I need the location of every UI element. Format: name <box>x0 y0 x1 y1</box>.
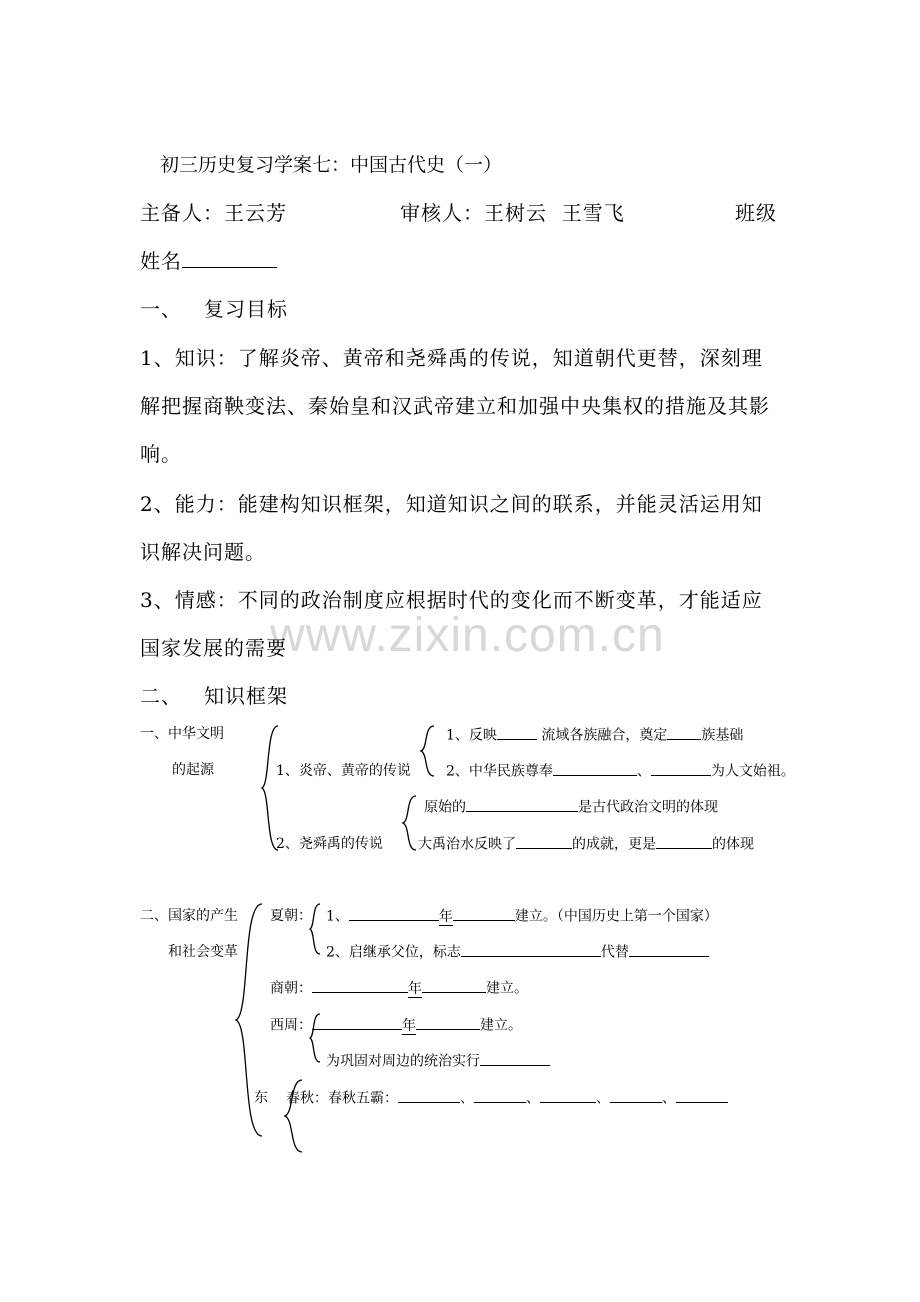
goal-knowledge-line2: 解把握商鞅变法、秦始皇和汉武帝建立和加强中央集权的措施及其影 <box>140 394 770 418</box>
legend2-item1-b: 是古代政治文明的体现 <box>578 799 718 816</box>
legend2-item2-a: 大禹治水反映了 <box>418 836 516 853</box>
blank[interactable] <box>416 1014 480 1030</box>
blank[interactable] <box>398 1087 460 1103</box>
legend-yandi-huangdi: 1、炎帝、黄帝的传说 <box>276 763 411 779</box>
legend1-item2-b: 、 <box>636 763 651 780</box>
dong-label: 东 <box>254 1090 268 1106</box>
legend1-item2-c: 为人文始祖。 <box>710 763 795 780</box>
zhou-item2 <box>326 1050 550 1071</box>
blank[interactable] <box>610 1087 662 1103</box>
xia-item2-b: 代替 <box>600 944 629 961</box>
goal-knowledge-line1: 1、知识：了解炎帝、黄帝和尧舜禹的传说，知道朝代更替，深刻理 <box>140 346 763 370</box>
blank[interactable] <box>453 905 515 921</box>
blank[interactable] <box>676 1087 728 1103</box>
legend1-item1-a: 1、反映 <box>446 727 497 744</box>
reviewer-line <box>400 197 625 226</box>
author-line <box>140 197 287 226</box>
reviewer-names: 王树云 王雪飞 <box>484 201 625 225</box>
xia-brace <box>308 902 322 956</box>
shang-label: 商朝： <box>270 980 312 997</box>
class-label: 班级 <box>735 201 777 225</box>
frame2-title-line1: 二、国家的产生 <box>140 908 238 924</box>
name-line <box>140 245 277 274</box>
section1-heading: 复习目标 <box>204 297 288 321</box>
section2-heading: 知识框架 <box>204 684 288 708</box>
shang-line <box>270 977 528 998</box>
xia-item1-a: 1、 <box>326 908 349 925</box>
section1-no: 一、 <box>140 297 182 321</box>
zhou-item2-text: 为巩固对周边的统治实行 <box>326 1053 480 1070</box>
blank[interactable] <box>651 760 711 776</box>
goal-knowledge-line3: 响。 <box>140 442 182 466</box>
xia-item2-a: 2、启继承父位，标志 <box>326 944 461 961</box>
legend1-brace <box>418 724 436 778</box>
blank[interactable] <box>349 905 439 921</box>
zhou-brace <box>308 1012 322 1064</box>
section2-no: 二、 <box>140 684 182 708</box>
shang-suffix: 建立。 <box>486 980 528 997</box>
blank[interactable] <box>312 977 408 993</box>
zhou-year: 年 <box>402 1017 416 1034</box>
frame2-title-line2: 和社会变革 <box>168 944 238 960</box>
sep: 、 <box>662 1090 676 1107</box>
legend1-item2 <box>446 760 795 781</box>
xia-item2 <box>326 941 709 962</box>
blank[interactable] <box>312 1014 402 1030</box>
blank[interactable] <box>656 833 712 849</box>
blank[interactable] <box>497 724 537 740</box>
goal-ability-line1: 2、能力：能建构知识框架，知道知识之间的联系，并能灵活运用知 <box>140 492 763 516</box>
legend2-item2 <box>418 833 754 854</box>
name-blank[interactable] <box>182 246 277 268</box>
frame1-title-line1: 一、中华文明 <box>140 726 224 742</box>
shang-year: 年 <box>408 980 422 997</box>
xia-item1-c: 建立。（中国历史上第一个国家） <box>514 908 718 925</box>
legend2-item1-a: 原始的 <box>424 799 466 816</box>
author-label: 主备人： <box>140 201 224 225</box>
legend-yao-shun-yu: 2、尧舜禹的传说 <box>276 836 383 852</box>
watermark: www.zixin.com.cn <box>270 609 665 662</box>
frame1-title-line2: 的起源 <box>172 762 214 778</box>
zhou-suffix: 建立。 <box>480 1017 522 1034</box>
author-name: 王云芳 <box>224 201 287 225</box>
blank[interactable] <box>540 1087 596 1103</box>
sep: 、 <box>596 1090 610 1107</box>
legend1-item2-a: 2、中华民族尊奉 <box>446 763 553 780</box>
blank[interactable] <box>466 796 578 812</box>
legend1-item1-c: 族基础 <box>701 727 744 744</box>
legend2-item2-c: 的体现 <box>712 836 754 853</box>
blank[interactable] <box>480 1050 550 1066</box>
xia-item1-b: 年 <box>438 908 453 925</box>
goal-emotion-line2: 国家发展的需要 <box>140 636 287 660</box>
goal-emotion-line1: 3、情感：不同的政治制度应根据时代的变化而不断变革，才能适应 <box>140 588 763 612</box>
sep: 、 <box>460 1090 474 1107</box>
legend2-item2-b: 的成就，更是 <box>572 836 656 853</box>
blank[interactable] <box>553 760 637 776</box>
blank[interactable] <box>667 724 701 740</box>
blank[interactable] <box>629 941 709 957</box>
xia-item1 <box>326 905 718 926</box>
blank[interactable] <box>474 1087 526 1103</box>
reviewer-label: 审核人： <box>400 201 484 225</box>
xia-label: 夏朝： <box>270 908 312 924</box>
goal-ability-line2: 识解决问题。 <box>140 540 266 564</box>
chunqiu-label: 春秋：春秋五霸： <box>286 1090 398 1107</box>
page-title: 初三历史复习学案七：中国古代史（一） <box>160 154 503 176</box>
blank[interactable] <box>422 977 486 993</box>
legend1-item1 <box>446 724 743 745</box>
legend2-item1 <box>424 796 718 817</box>
name-label: 姓名 <box>140 249 182 273</box>
chunqiu-line <box>286 1087 728 1108</box>
sep: 、 <box>526 1090 540 1107</box>
zhou-label: 西周： <box>270 1017 312 1034</box>
legend2-brace <box>400 794 418 852</box>
legend1-item1-b: 流域各族融合，奠定 <box>541 727 668 744</box>
blank[interactable] <box>461 941 601 957</box>
blank[interactable] <box>516 833 572 849</box>
